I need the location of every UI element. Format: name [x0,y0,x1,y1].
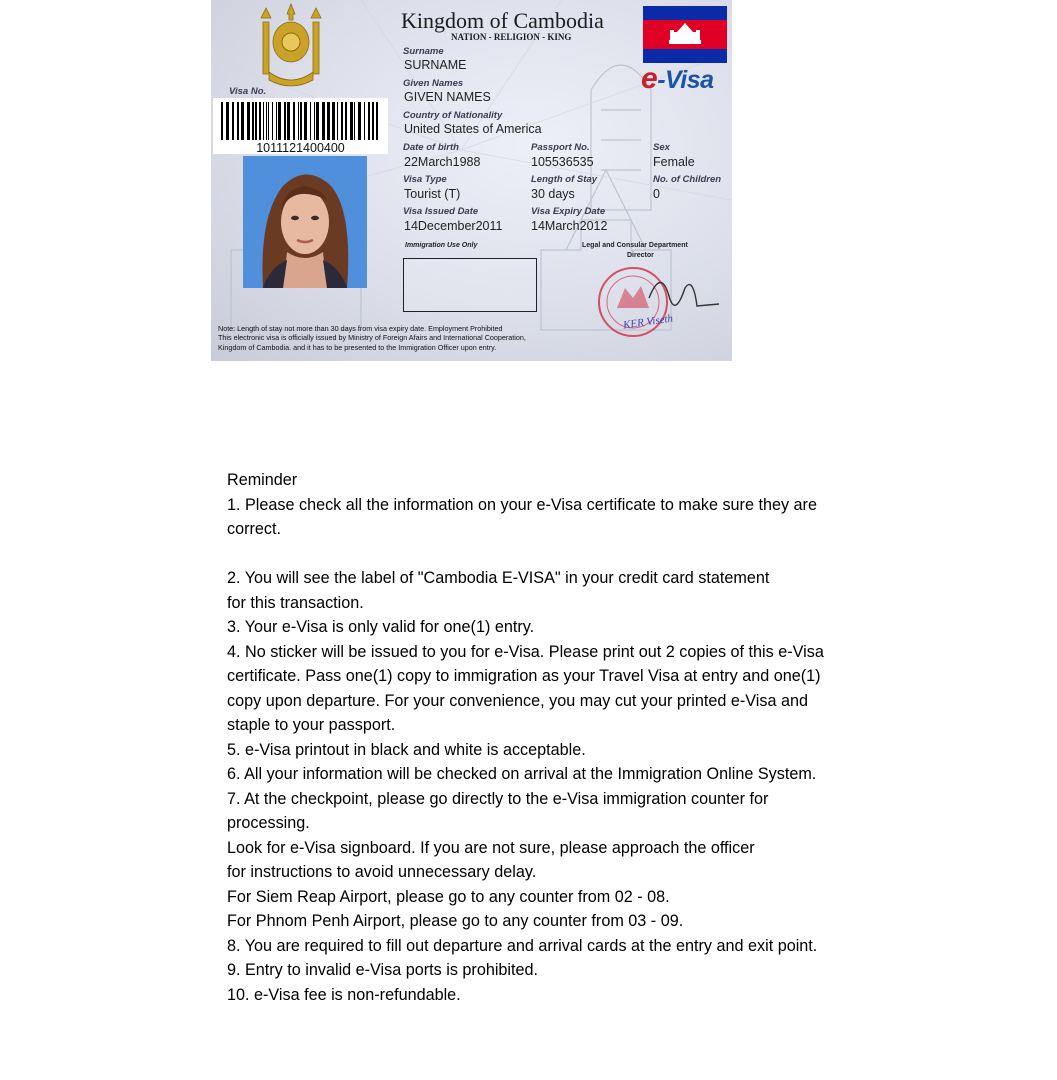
reminder-line: 10. e-Visa fee is non-refundable. [227,985,461,1004]
surname-label: Surname [403,46,444,57]
national-motto: NATION - RELIGION - KING [451,32,572,42]
barcode-bar [298,102,299,140]
visa-note [218,324,598,352]
barcode [213,98,388,154]
reminder-line: copy upon departure. For your convenience, you may cut your printed e-Visa and [227,691,808,710]
barcode-bar [322,102,325,140]
reminder-line: For Siem Reap Airport, please go to any counter from 02 - 08. [227,887,670,906]
given-names-label: Given Names [403,78,464,89]
reminder-line: 5. e-Visa printout in black and white is acceptable. [227,740,586,759]
barcode-bar [300,102,302,140]
dept-label: Legal and Consular Department [582,242,688,249]
barcode-bar [259,102,261,140]
barcode-bar [337,102,338,140]
expiry-value: 14March2012 [531,219,608,233]
dob-value: 22March1988 [404,155,481,169]
expiry-label: Visa Expiry Date [531,206,606,217]
reminder-line: 6. All your information will be checked on arrival at the Immigration Online System. [227,765,817,783]
director-label: Director [627,252,654,259]
reminder-line: 7. At the checkpoint, please go directly to the e-Visa immigration counter for [227,789,769,808]
reminder-line: correct. [227,520,281,538]
reminder-line: for this transaction. [227,593,364,612]
immigration-use-label: Immigration Use Only [405,242,478,249]
children-label: No. of Children [653,174,722,185]
note-line: Note: Length of stay not more than 30 days from visa expiry date. Employment Prohibited [218,324,503,333]
barcode-bar [266,102,267,140]
evisa-logo [641,62,714,96]
barcode-bar [310,102,311,140]
applicant-photo [243,156,367,288]
sex-value: Female [653,155,695,169]
children-value: 0 [653,187,660,201]
reminder-line: 2. You will see the label of "Cambodia E-VISA" in your credit card statement [227,569,770,587]
reminder-section [227,468,837,1007]
issued-value: 14December2011 [404,219,503,233]
barcode-bar [272,102,273,140]
official-stamp-icon [589,258,727,353]
barcode-bar [345,102,347,140]
passport-value: 105536535 [531,155,594,169]
barcode-bar [304,102,307,140]
nationality-value: United States of America [404,122,542,136]
barcode-bar [293,102,295,140]
kingdom-title: Kingdom of Cambodia [401,8,604,33]
barcode-bar [241,102,244,140]
reminder-line: 9. Entry to invalid e-Visa ports is prohibited. [227,961,539,979]
reminder-line: 8. You are required to fill out departure and arrival cards at the entry and exit point. [227,936,818,955]
barcode-bar [247,102,250,140]
visa-number: 1011121400400 [256,141,345,155]
note-line: This electronic visa is officially issued by Ministry of Foreign Afairs and International Cooperation, [218,333,526,343]
visa-type-label: Visa Type [403,174,447,185]
barcode-icon [221,102,381,140]
barcode-bar [278,102,281,140]
reminder-line: for instructions to avoid unnecessary delay. [227,863,537,881]
evisa-logo-text: e-Visa [641,62,714,95]
barcode-bar [237,102,239,140]
surname-value: SURNAME [404,58,467,72]
barcode-bar [287,102,290,140]
reminder-line: 3. Your e-Visa is only valid for one(1) entry. [227,618,535,636]
nationality-label: Country of Nationality [403,110,503,121]
barcode-bar [372,102,374,140]
barcode-bar [316,102,319,140]
reminder-title: Reminder [227,471,298,489]
barcode-bar [341,102,343,140]
barcode-bar [327,102,330,140]
barcode-bar [226,102,229,140]
visa-no-label: Visa No. [229,86,267,97]
barcode-bar [284,102,286,140]
blank-line [227,542,837,567]
visa-type-value: Tourist (T) [404,187,461,201]
barcode-bar [358,102,361,140]
barcode-bar [314,102,315,140]
royal-emblem-icon [255,2,327,88]
note-line: Kingdom of Cambodia. and it has to be presented to the Immigration Officer upon entry. [218,342,497,352]
immigration-use-box [403,258,537,312]
barcode-bar [368,102,370,140]
reminder-line: processing. [227,814,310,832]
barcode-bar [221,102,223,140]
barcode-bar [255,102,257,140]
barcode-bar [232,102,234,140]
stay-label: Length of Stay [531,174,597,185]
barcode-bar [276,102,277,140]
sex-label: Sex [653,142,670,153]
barcode-bar [332,102,335,140]
given-names-value: GIVEN NAMES [404,90,491,104]
reminder-line: certificate. Pass one(1) copy to immigration as your Travel Visa at entry and one(1) [227,667,821,685]
barcode-bar [376,102,378,140]
evisa-card [211,0,732,361]
barcode-bar [268,102,269,140]
passport-label: Passport No. [531,142,590,153]
barcode-bar [350,102,353,140]
cambodia-flag-icon [643,6,727,63]
barcode-bar [252,102,254,140]
barcode-bar [263,102,264,140]
reminder-line: For Phnom Penh Airport, please go to any counter from 03 - 09. [227,912,684,930]
barcode-bar [364,102,365,140]
dob-label: Date of birth [403,142,459,153]
portrait-icon [243,156,367,288]
signatory-name: KER Viseth [622,312,674,332]
reminder-line: 1. Please check all the information on your e-Visa certificate to make sure they are [227,495,817,514]
reminder-list [227,493,837,1008]
barcode-bar [354,102,355,140]
stay-value: 30 days [531,187,575,201]
issued-label: Visa Issued Date [403,206,479,217]
reminder-line: Look for e-Visa signboard. If you are not sure, please approach the officer [227,838,755,857]
reminder-line: staple to your passport. [227,716,396,734]
reminder-line: 4. No sticker will be issued to you for e-Visa. Please print out 2 copies of this e-Visa [227,642,824,661]
